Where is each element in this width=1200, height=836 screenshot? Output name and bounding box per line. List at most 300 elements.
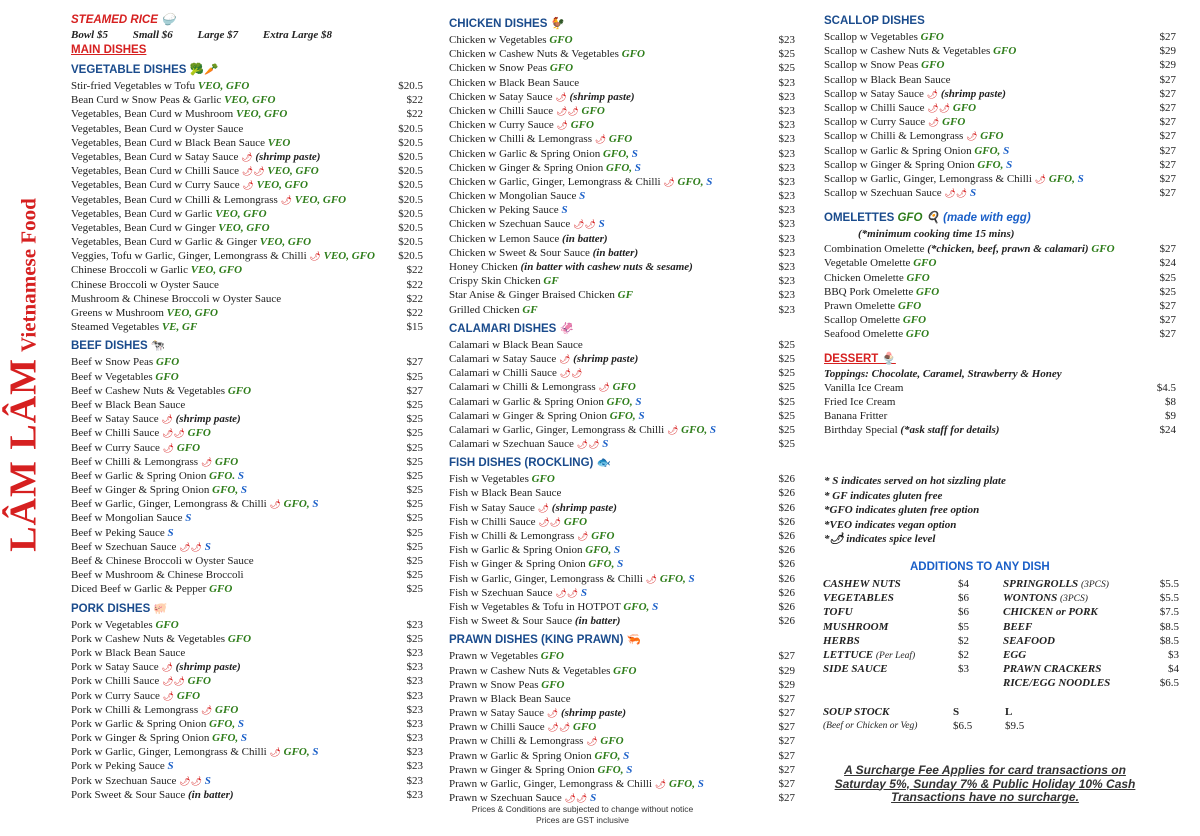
item-name-text: Fish w Ginger & Spring Onion <box>449 558 586 571</box>
item-name-text: Pork w Cashew Nuts & Vegetables <box>71 632 226 645</box>
menu-item <box>449 472 795 486</box>
menu-item <box>449 586 795 600</box>
sizzling-tag: S <box>312 498 319 511</box>
addition-qualifier: (Per Leaf) <box>875 650 916 661</box>
sizzling-tag: S <box>167 526 174 539</box>
chili-icon: 🌶 <box>162 442 175 453</box>
menu-item-price: $25 <box>406 512 423 525</box>
item-name-text: Prawn w Vegetables <box>449 650 538 663</box>
menu-item-price: $23 <box>406 788 423 801</box>
menu-item-name <box>449 395 642 409</box>
menu-item <box>71 689 423 703</box>
chili-icon: 🌶 <box>666 424 679 435</box>
menu-item-price: $27 <box>1159 328 1176 341</box>
section-title-text: OMELETTES <box>824 212 895 225</box>
menu-column-2 <box>449 12 795 805</box>
menu-item-name <box>449 557 623 571</box>
menu-item-price: $25 <box>778 423 795 436</box>
sizzling-tag: S <box>579 190 586 203</box>
menu-item-name <box>824 285 939 299</box>
item-name-text: Fish w Szechuan Sauce <box>449 586 553 599</box>
sizzling-tag: S <box>688 572 695 585</box>
legend <box>824 474 1124 547</box>
addition-row <box>823 662 1179 676</box>
menu-item-price: $23 <box>406 689 423 702</box>
item-diet-tag: VEO, GFO <box>215 207 267 220</box>
menu-item-price: $22 <box>406 264 423 277</box>
addition-qualifier: (3PCS) <box>1059 594 1088 605</box>
addition-name-text: SPRINGROLLS <box>1003 578 1079 590</box>
menu-item-name <box>449 303 538 317</box>
dessert-toppings: Toppings: Chocolate, Caramel, Strawberry & Honey <box>824 367 1062 380</box>
menu-item <box>71 717 423 731</box>
addition-row <box>823 676 1179 690</box>
menu-item-price: $29 <box>778 678 795 691</box>
menu-item-name <box>824 395 895 409</box>
addition-price: $8.5 <box>1159 634 1179 647</box>
item-name-text: Vegetables, Bean Curd w Chilli & Lemongrass <box>71 193 278 206</box>
menu-item-price: $26 <box>778 572 795 585</box>
menu-item <box>449 274 795 288</box>
item-name-text: Banana Fritter <box>824 410 888 423</box>
addition-name <box>823 577 958 591</box>
menu-item-price: $25 <box>778 381 795 394</box>
menu-item <box>449 104 795 118</box>
item-name-text: Fish w Garlic, Ginger, Lemongrass & Chilli <box>449 572 643 585</box>
menu-item <box>449 720 795 734</box>
menu-item-price: $20.5 <box>398 179 423 192</box>
menu-item-price: $22 <box>406 278 423 291</box>
item-name-text: Chicken w Garlic & Spring Onion <box>449 147 601 160</box>
section-title-text: FISH DISHES (ROCKLING) 🐟 <box>449 457 611 470</box>
item-diet-tag: GFO, <box>283 498 310 511</box>
menu-item <box>824 101 1176 115</box>
sizzling-tag: S <box>561 204 568 217</box>
item-name-text: Scallop w Chilli & Lemongrass <box>824 130 964 143</box>
section-title-text: DESSERT 🍨 <box>824 352 896 365</box>
item-diet-tag: VEO, GFO <box>166 307 218 319</box>
menu-item-name <box>449 90 635 104</box>
menu-item-name <box>824 409 887 423</box>
addition-name <box>1003 620 1143 634</box>
menu-item-name <box>449 288 633 302</box>
brand-name: LÂM LÂM <box>2 357 45 552</box>
brand-vertical-title <box>0 150 56 600</box>
menu-item <box>71 107 423 121</box>
menu-item-name <box>449 118 594 132</box>
menu-item-name <box>449 147 638 161</box>
menu-item-price: $23 <box>778 133 795 146</box>
menu-item-price: $25 <box>778 367 795 380</box>
menu-item <box>71 788 423 802</box>
menu-item <box>824 87 1176 101</box>
sizzling-tag: S <box>167 760 174 773</box>
item-name-text: Beef w Chilli & Lemongrass <box>71 455 199 468</box>
soup-sub: (Beef or Chicken or Veg) <box>823 721 918 732</box>
item-diet-tag: GFO, <box>585 544 612 557</box>
menu-item-name <box>71 412 241 426</box>
sizzling-tag: S <box>312 746 319 759</box>
menu-item <box>449 352 795 366</box>
addition-name-text: RICE/EGG NOODLES <box>1003 677 1111 690</box>
menu-item-name <box>824 299 921 313</box>
item-diet-tag: GFO <box>906 271 930 284</box>
menu-item-name <box>824 256 936 270</box>
item-diet-tag: GFO, <box>677 175 704 188</box>
menu-item <box>71 618 423 632</box>
item-name-text: Chicken w Szechuan Sauce <box>449 218 571 231</box>
menu-item <box>449 543 795 557</box>
legend-item: * GF indicates gluten free <box>824 489 943 502</box>
item-name-text: Scallop w Ginger & Spring Onion <box>824 158 975 171</box>
menu-item-name <box>71 249 375 263</box>
menu-item <box>824 423 1176 437</box>
chili-icon: 🌶🌶 <box>538 516 562 527</box>
chili-icon: 🌶 <box>537 502 550 513</box>
item-diet-tag: GFO, <box>606 161 633 174</box>
menu-item-price: $29 <box>1159 59 1176 72</box>
addition-name <box>1003 662 1143 676</box>
menu-item-name <box>449 274 559 288</box>
item-diet-tag: GFO <box>980 130 1004 143</box>
menu-item-name <box>449 586 587 600</box>
menu-item <box>449 366 795 380</box>
item-name-text: Beef w Satay Sauce <box>71 413 159 426</box>
menu-item <box>71 207 423 221</box>
menu-item-price: $25 <box>778 352 795 365</box>
menu-item <box>449 664 795 678</box>
menu-item <box>824 395 1176 409</box>
sizzling-tag: S <box>602 438 609 451</box>
item-diet-tag: GFO <box>902 314 927 327</box>
menu-item-name <box>449 501 617 515</box>
menu-item <box>449 734 795 748</box>
chili-icon: 🌶 <box>555 91 567 102</box>
chili-icon: 🌶 <box>594 134 607 145</box>
menu-item <box>449 409 795 423</box>
menu-item-price: $23 <box>778 190 795 203</box>
addition-price: $6.5 <box>1159 677 1179 690</box>
item-name-text: Beef w Garlic, Ginger, Lemongrass & Chilli <box>71 498 267 511</box>
addition-price <box>958 676 1003 690</box>
menu-item <box>449 763 795 777</box>
item-name-text: Prawn w Satay Sauce <box>449 707 545 720</box>
menu-item-name <box>71 632 251 646</box>
menu-item-price: $20.5 <box>398 136 423 149</box>
item-name-text: Greens w Mushroom <box>71 307 164 319</box>
item-name-text: Beef w Black Bean Sauce <box>71 398 186 411</box>
menu-item <box>824 381 1176 395</box>
legend-item: * S indicates served on hot sizzling plate <box>824 475 1006 487</box>
item-name-text: Beef w Mushroom & Chinese Broccoli <box>71 569 244 582</box>
section-title <box>449 321 795 338</box>
menu-item <box>449 437 795 451</box>
menu-item-price: $23 <box>778 76 795 89</box>
section-title <box>71 62 423 79</box>
item-name-text: Vegetable Omelette <box>824 257 911 270</box>
item-name-text: Chicken w Chilli & Lemongrass <box>449 133 592 146</box>
item-name-text: Calamari w Garlic & Spring Onion <box>449 395 604 408</box>
menu-item-name <box>449 338 583 352</box>
sizzling-tag: S <box>204 774 211 787</box>
item-diet-tag: GFO, <box>668 778 695 790</box>
item-name-text: Prawn w Garlic, Ginger, Lemongrass & Chilli <box>449 778 653 790</box>
item-name-text: Scallop w Vegetables <box>824 31 918 43</box>
item-name-text: Bean Curd w Snow Peas & Garlic <box>71 94 222 107</box>
item-diet-tag: GF <box>522 303 538 316</box>
addition-row <box>823 620 1179 634</box>
item-name-text: Calamari w Chilli Sauce <box>449 367 557 380</box>
item-name-text: Beef w Vegetables <box>71 370 153 383</box>
menu-item-name <box>71 320 197 334</box>
menu-item-name <box>71 306 218 320</box>
menu-item <box>824 271 1176 285</box>
menu-item-name <box>449 104 605 118</box>
menu-item <box>449 692 795 706</box>
item-diet-tag: GFO, <box>623 600 650 613</box>
item-name-text: Pork w Ginger & Spring Onion <box>71 732 210 745</box>
menu-item-name <box>71 717 244 731</box>
item-name-text: Scallop w Satay Sauce <box>824 87 924 100</box>
menu-item-price: $25 <box>778 62 795 75</box>
chili-icon: 🌶 <box>546 708 559 719</box>
item-diet-tag: GFO <box>540 650 564 663</box>
item-name-text: Prawn w Chilli Sauce <box>449 721 545 734</box>
menu-item-price: $27 <box>778 721 795 734</box>
sizzling-tag: S <box>1006 158 1013 171</box>
menu-item-price: $20.5 <box>398 193 423 206</box>
menu-item-price: $25 <box>778 338 795 351</box>
menu-item-price: $25 <box>406 413 423 426</box>
chili-icon: 🌶 <box>586 736 598 747</box>
menu-item <box>449 47 795 61</box>
menu-item-price: $25 <box>778 48 795 61</box>
menu-item-price: $27 <box>1159 130 1176 143</box>
chili-icon: 🌶 <box>663 176 675 187</box>
item-diet-tag: GFO, <box>977 158 1004 171</box>
item-diet-tag: GFO <box>952 101 977 114</box>
menu-item-price: $20.5 <box>398 80 423 92</box>
addition-name-text: LETTUCE <box>823 648 874 661</box>
menu-item-name <box>71 568 244 582</box>
item-diet-tag: GF <box>543 275 559 288</box>
rice-size: Small $6 <box>132 29 173 41</box>
item-diet-tag: GFO <box>215 703 239 716</box>
menu-item-price: $25 <box>406 455 423 468</box>
item-name-text: Vegetables, Bean Curd w Ginger <box>71 221 216 234</box>
item-name-text: Seafood Omelette <box>824 328 904 341</box>
menu-item <box>449 33 795 47</box>
menu-item-name <box>449 486 561 500</box>
menu-item <box>449 61 795 75</box>
menu-item-name <box>449 47 645 61</box>
menu-item <box>449 557 795 571</box>
sizzling-tag: S <box>185 512 192 525</box>
item-name-text: Calamari w Garlic, Ginger, Lemongrass & Chilli <box>449 423 665 436</box>
menu-item <box>71 540 423 554</box>
addition-price: $3 <box>1168 648 1179 661</box>
menu-item-price: $20.5 <box>398 165 423 178</box>
menu-item-name <box>71 426 211 440</box>
item-diet-tag: GFO, <box>681 423 708 436</box>
menu-item-price: $22 <box>406 307 423 319</box>
menu-item-name <box>71 469 244 483</box>
menu-item <box>824 44 1176 58</box>
menu-item-name <box>449 61 573 75</box>
menu-item-name <box>71 355 179 369</box>
menu-item-price: $22 <box>406 94 423 107</box>
chili-icon: 🌶 <box>200 456 213 467</box>
item-name-text: Pork w Black Bean Sauce <box>71 646 186 659</box>
main-dishes-title: MAIN DISHES <box>71 44 147 56</box>
menu-item-price: $27 <box>1159 243 1176 256</box>
menu-item-name <box>824 115 965 129</box>
menu-item <box>71 469 423 483</box>
menu-item-name <box>449 734 624 748</box>
chili-icon: 🌶🌶 <box>576 439 600 450</box>
item-name-text: Scallop w Snow Peas <box>824 59 919 72</box>
item-diet-tag: GFO, <box>602 147 629 160</box>
chili-icon: 🌶🌶 <box>179 775 202 786</box>
menu-item <box>449 189 795 203</box>
menu-item <box>71 455 423 469</box>
footer <box>440 804 725 826</box>
item-name-text: Chicken w Lemon Sauce <box>449 232 560 245</box>
item-note: (*ask staff for details) <box>900 424 1000 437</box>
item-name-text: Beef & Chinese Broccoli w Oyster Sauce <box>71 555 254 567</box>
menu-item <box>449 749 795 763</box>
item-note: (in batter) <box>188 788 234 801</box>
menu-item <box>449 147 795 161</box>
menu-item <box>71 632 423 646</box>
chili-icon: 🌶 <box>309 251 321 262</box>
menu-item-price: $25 <box>406 498 423 511</box>
menu-item-price: $27 <box>778 749 795 762</box>
item-name-text: Fish w Vegetables & Tofu in HOTPOT <box>449 600 621 613</box>
menu-item-price: $25 <box>406 370 423 383</box>
menu-item <box>449 649 795 663</box>
menu-item-name <box>71 292 281 306</box>
sizzling-tag: S <box>240 484 248 497</box>
addition-price: $6 <box>958 606 969 619</box>
menu-item-name <box>449 720 596 734</box>
menu-item-name <box>71 483 247 497</box>
menu-item-price: $26 <box>778 487 795 500</box>
menu-item-price: $20.5 <box>398 250 423 263</box>
menu-item-price: $26 <box>778 473 795 486</box>
item-name-text: Honey Chicken <box>449 261 518 273</box>
section-title <box>824 13 1176 30</box>
addition-name-text: BEEF <box>1003 620 1033 633</box>
section-title <box>71 601 423 618</box>
addition-price: $2 <box>958 648 969 661</box>
menu-item-name <box>449 246 638 260</box>
chili-icon: 🌶 <box>556 120 568 131</box>
menu-item-name <box>71 221 270 235</box>
menu-item-name <box>449 600 658 614</box>
addition-qualifier: (3PCS) <box>1080 580 1109 590</box>
item-diet-tag: GFO <box>227 632 252 645</box>
sizzling-tag: S <box>614 544 621 557</box>
menu-column-3 <box>824 9 1176 438</box>
sizzling-tag: S <box>969 187 977 200</box>
menu-item-name <box>71 582 232 596</box>
menu-item-name <box>71 511 191 525</box>
item-diet-tag: VEO <box>267 136 291 149</box>
menu-item <box>71 582 423 596</box>
menu-item-price: $23 <box>778 218 795 231</box>
menu-item-price: $25 <box>778 395 795 408</box>
soup-price-l: $9.5 <box>1005 720 1025 733</box>
menu-item <box>71 660 423 674</box>
item-name-text: Pork w Garlic & Spring Onion <box>71 717 207 730</box>
menu-item-price: $23 <box>778 204 795 217</box>
item-diet-tag: GFO, <box>606 395 633 408</box>
addition-row <box>823 605 1179 619</box>
menu-item-price: $27 <box>1159 31 1176 43</box>
menu-item-name <box>824 44 1016 58</box>
addition-name-text: SEAFOOD <box>1003 634 1055 647</box>
item-name-text: Chicken Omelette <box>824 271 904 284</box>
item-note: (shrimp paste) <box>940 87 1006 100</box>
item-name-text: Steamed Vegetables <box>71 321 160 334</box>
menu-item-price: $23 <box>778 289 795 302</box>
addition-row <box>823 648 1179 662</box>
menu-item-price: $26 <box>778 615 795 628</box>
section-title-text: PORK DISHES 🐖 <box>71 602 168 615</box>
item-name-text: Chicken w Chilli Sauce <box>449 104 554 117</box>
soup-price-s: $6.5 <box>953 720 973 733</box>
item-note: (shrimp paste) <box>175 413 241 426</box>
addition-price: $6 <box>958 592 969 605</box>
item-diet-tag: VEO, GFO <box>259 236 312 249</box>
menu-item-name <box>449 217 605 231</box>
addition-name <box>1003 605 1143 619</box>
item-diet-tag: GFO <box>591 530 615 542</box>
item-name-text: Scallop w Curry Sauce <box>824 116 926 129</box>
item-diet-tag: GFO, <box>594 749 621 762</box>
menu-item <box>824 409 1176 423</box>
item-name-text: Grilled Chicken <box>449 303 520 316</box>
menu-item-price: $27 <box>406 356 423 369</box>
item-diet-tag: GFO <box>897 300 922 312</box>
menu-item <box>824 144 1176 158</box>
menu-item <box>71 674 423 688</box>
item-name-text: Vegetables, Bean Curd w Oyster Sauce <box>71 122 244 135</box>
menu-item-name <box>71 674 211 688</box>
menu-item-name <box>71 263 242 277</box>
section-title-text: CALAMARI DISHES 🦑 <box>449 322 574 335</box>
menu-item-price: $27 <box>1159 116 1176 129</box>
addition-row <box>823 591 1179 605</box>
menu-item-price: $8 <box>1165 395 1176 408</box>
item-name-text: Scallop w Garlic, Ginger, Lemongrass & Chilli <box>824 172 1032 185</box>
menu-item-price: $20.5 <box>398 150 423 163</box>
item-note: (*chicken, beef, prawn & calamari) <box>927 243 1089 256</box>
addition-name <box>823 591 958 605</box>
item-name-text: Pork w Szechuan Sauce <box>71 774 177 787</box>
item-name-text: Prawn w Szechuan Sauce <box>449 792 562 805</box>
menu-item-price: $23 <box>406 618 423 631</box>
item-name-text: Chicken w Mongolian Sauce <box>449 190 577 203</box>
menu-item-name <box>824 313 926 327</box>
item-diet-tag: GFO <box>920 31 944 43</box>
chili-icon: 🌶🌶 <box>564 793 588 804</box>
item-note: (shrimp paste) <box>551 501 617 514</box>
addition-name-text: EGG <box>1003 648 1027 661</box>
item-name-text: Chicken w Snow Peas <box>449 62 548 75</box>
item-note: (shrimp paste) <box>560 707 627 720</box>
